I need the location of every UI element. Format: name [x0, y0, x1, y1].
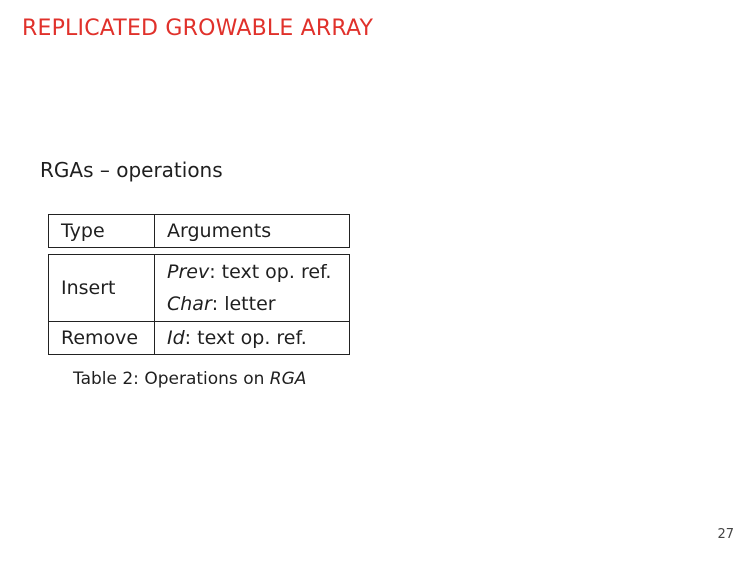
argument-line	[167, 288, 349, 320]
argument-desc: : text op. ref.	[184, 327, 307, 349]
table-body	[48, 254, 350, 355]
argument-name: Id	[167, 327, 185, 349]
row-arguments	[155, 255, 349, 321]
caption-label: Table 2:	[73, 369, 139, 389]
header-type: Type	[49, 215, 155, 247]
slide-title: REPLICATED GROWABLE ARRAY	[22, 16, 374, 41]
row-arguments	[155, 322, 349, 354]
table-caption	[73, 369, 306, 389]
argument-name: Prev	[167, 261, 210, 283]
row-type: Insert	[49, 255, 155, 321]
table-header	[48, 214, 350, 248]
page-number: 27	[717, 527, 734, 542]
argument-name: Char	[167, 293, 212, 315]
row-type: Remove	[49, 322, 155, 354]
caption-text: Operations on	[144, 369, 265, 389]
argument-line	[167, 327, 349, 349]
operations-table	[48, 214, 350, 355]
header-arguments: Arguments	[167, 220, 272, 242]
caption-subject: RGA	[269, 369, 307, 389]
argument-desc: : text op. ref.	[209, 261, 332, 283]
table-row	[49, 255, 349, 322]
table-row	[49, 322, 349, 354]
section-heading: RGAs – operations	[40, 158, 223, 182]
argument-desc: : letter	[211, 293, 276, 315]
argument-line	[167, 256, 349, 288]
